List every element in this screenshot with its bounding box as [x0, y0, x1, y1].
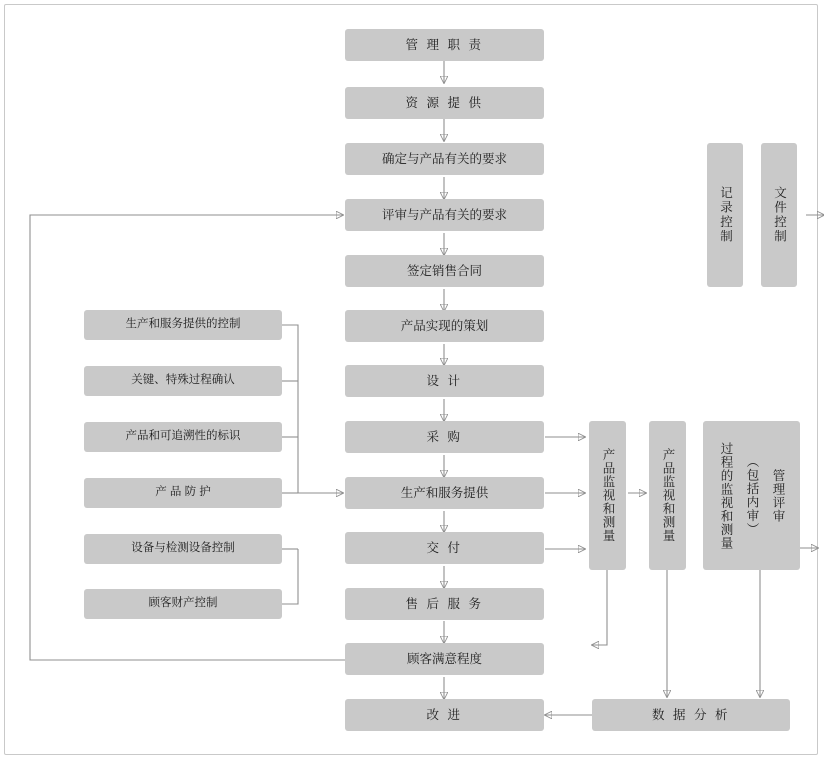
- node-key-special-process[interactable]: [84, 366, 282, 396]
- node-label: 产品和可追溯性的标识: [125, 430, 241, 443]
- node-label: 文件控制: [772, 186, 787, 244]
- node-label: 签定销售合同: [406, 263, 482, 278]
- node-mgmt-responsibility[interactable]: [345, 29, 544, 61]
- node-purchasing[interactable]: [345, 421, 544, 453]
- node-label: 改 进: [426, 707, 463, 722]
- node-label: 管 理 职 责: [405, 37, 484, 52]
- node-production-service-control[interactable]: [84, 310, 282, 340]
- node-document-control[interactable]: [761, 143, 797, 287]
- node-design[interactable]: [345, 365, 544, 397]
- node-resource-provision[interactable]: [345, 87, 544, 119]
- node-data-analysis[interactable]: [592, 699, 790, 731]
- node-review-requirements[interactable]: [345, 199, 544, 231]
- node-delivery[interactable]: [345, 532, 544, 564]
- node-label: 设备与检测设备控制: [131, 542, 235, 555]
- node-label: 评审与产品有关的要求: [381, 207, 507, 222]
- node-label: 售 后 服 务: [405, 596, 484, 611]
- node-label: 设 计: [426, 373, 463, 388]
- node-label: 产品监视和测量: [600, 448, 615, 543]
- node-label: 确定与产品有关的要求: [381, 151, 507, 166]
- node-record-control[interactable]: [707, 143, 743, 287]
- node-label: 关键、特殊过程确认: [131, 374, 235, 387]
- node-improvement[interactable]: [345, 699, 544, 731]
- node-customer-satisfaction[interactable]: [345, 643, 544, 675]
- node-production-and-service[interactable]: [345, 477, 544, 509]
- node-determine-requirements[interactable]: [345, 143, 544, 175]
- node-product-traceability[interactable]: [84, 422, 282, 452]
- node-label: 产品实现的策划: [400, 318, 489, 333]
- node-product-realization-planning[interactable]: [345, 310, 544, 342]
- management-review-label: 管理评审: [770, 468, 785, 523]
- node-label: 产品监视和测量: [660, 448, 675, 543]
- node-equipment-control[interactable]: [84, 534, 282, 564]
- node-label: 资 源 提 供: [405, 95, 484, 110]
- process-monitoring-label: 过程的监视和测量: [718, 441, 733, 550]
- node-process-monitoring-group[interactable]: [703, 421, 800, 570]
- internal-audit-label: （包括内审）: [744, 455, 759, 536]
- node-sign-contract[interactable]: [345, 255, 544, 287]
- node-product-monitoring-2[interactable]: [649, 421, 686, 570]
- node-product-monitoring-1[interactable]: [589, 421, 626, 570]
- node-product-protection[interactable]: [84, 478, 282, 508]
- node-label: 生产和服务提供的控制: [125, 318, 241, 331]
- node-label: 生产和服务提供: [400, 485, 489, 500]
- node-label: 记录控制: [718, 186, 733, 244]
- node-customer-property-control[interactable]: [84, 589, 282, 619]
- node-label: 顾客财产控制: [148, 597, 218, 610]
- node-after-sales-service[interactable]: [345, 588, 544, 620]
- node-label: 顾客满意程度: [406, 651, 482, 666]
- node-label: 数 据 分 析: [652, 707, 730, 722]
- node-label: 采 购: [426, 429, 463, 444]
- node-label: 交 付: [426, 540, 463, 555]
- node-label: 产 品 防 护: [155, 486, 211, 499]
